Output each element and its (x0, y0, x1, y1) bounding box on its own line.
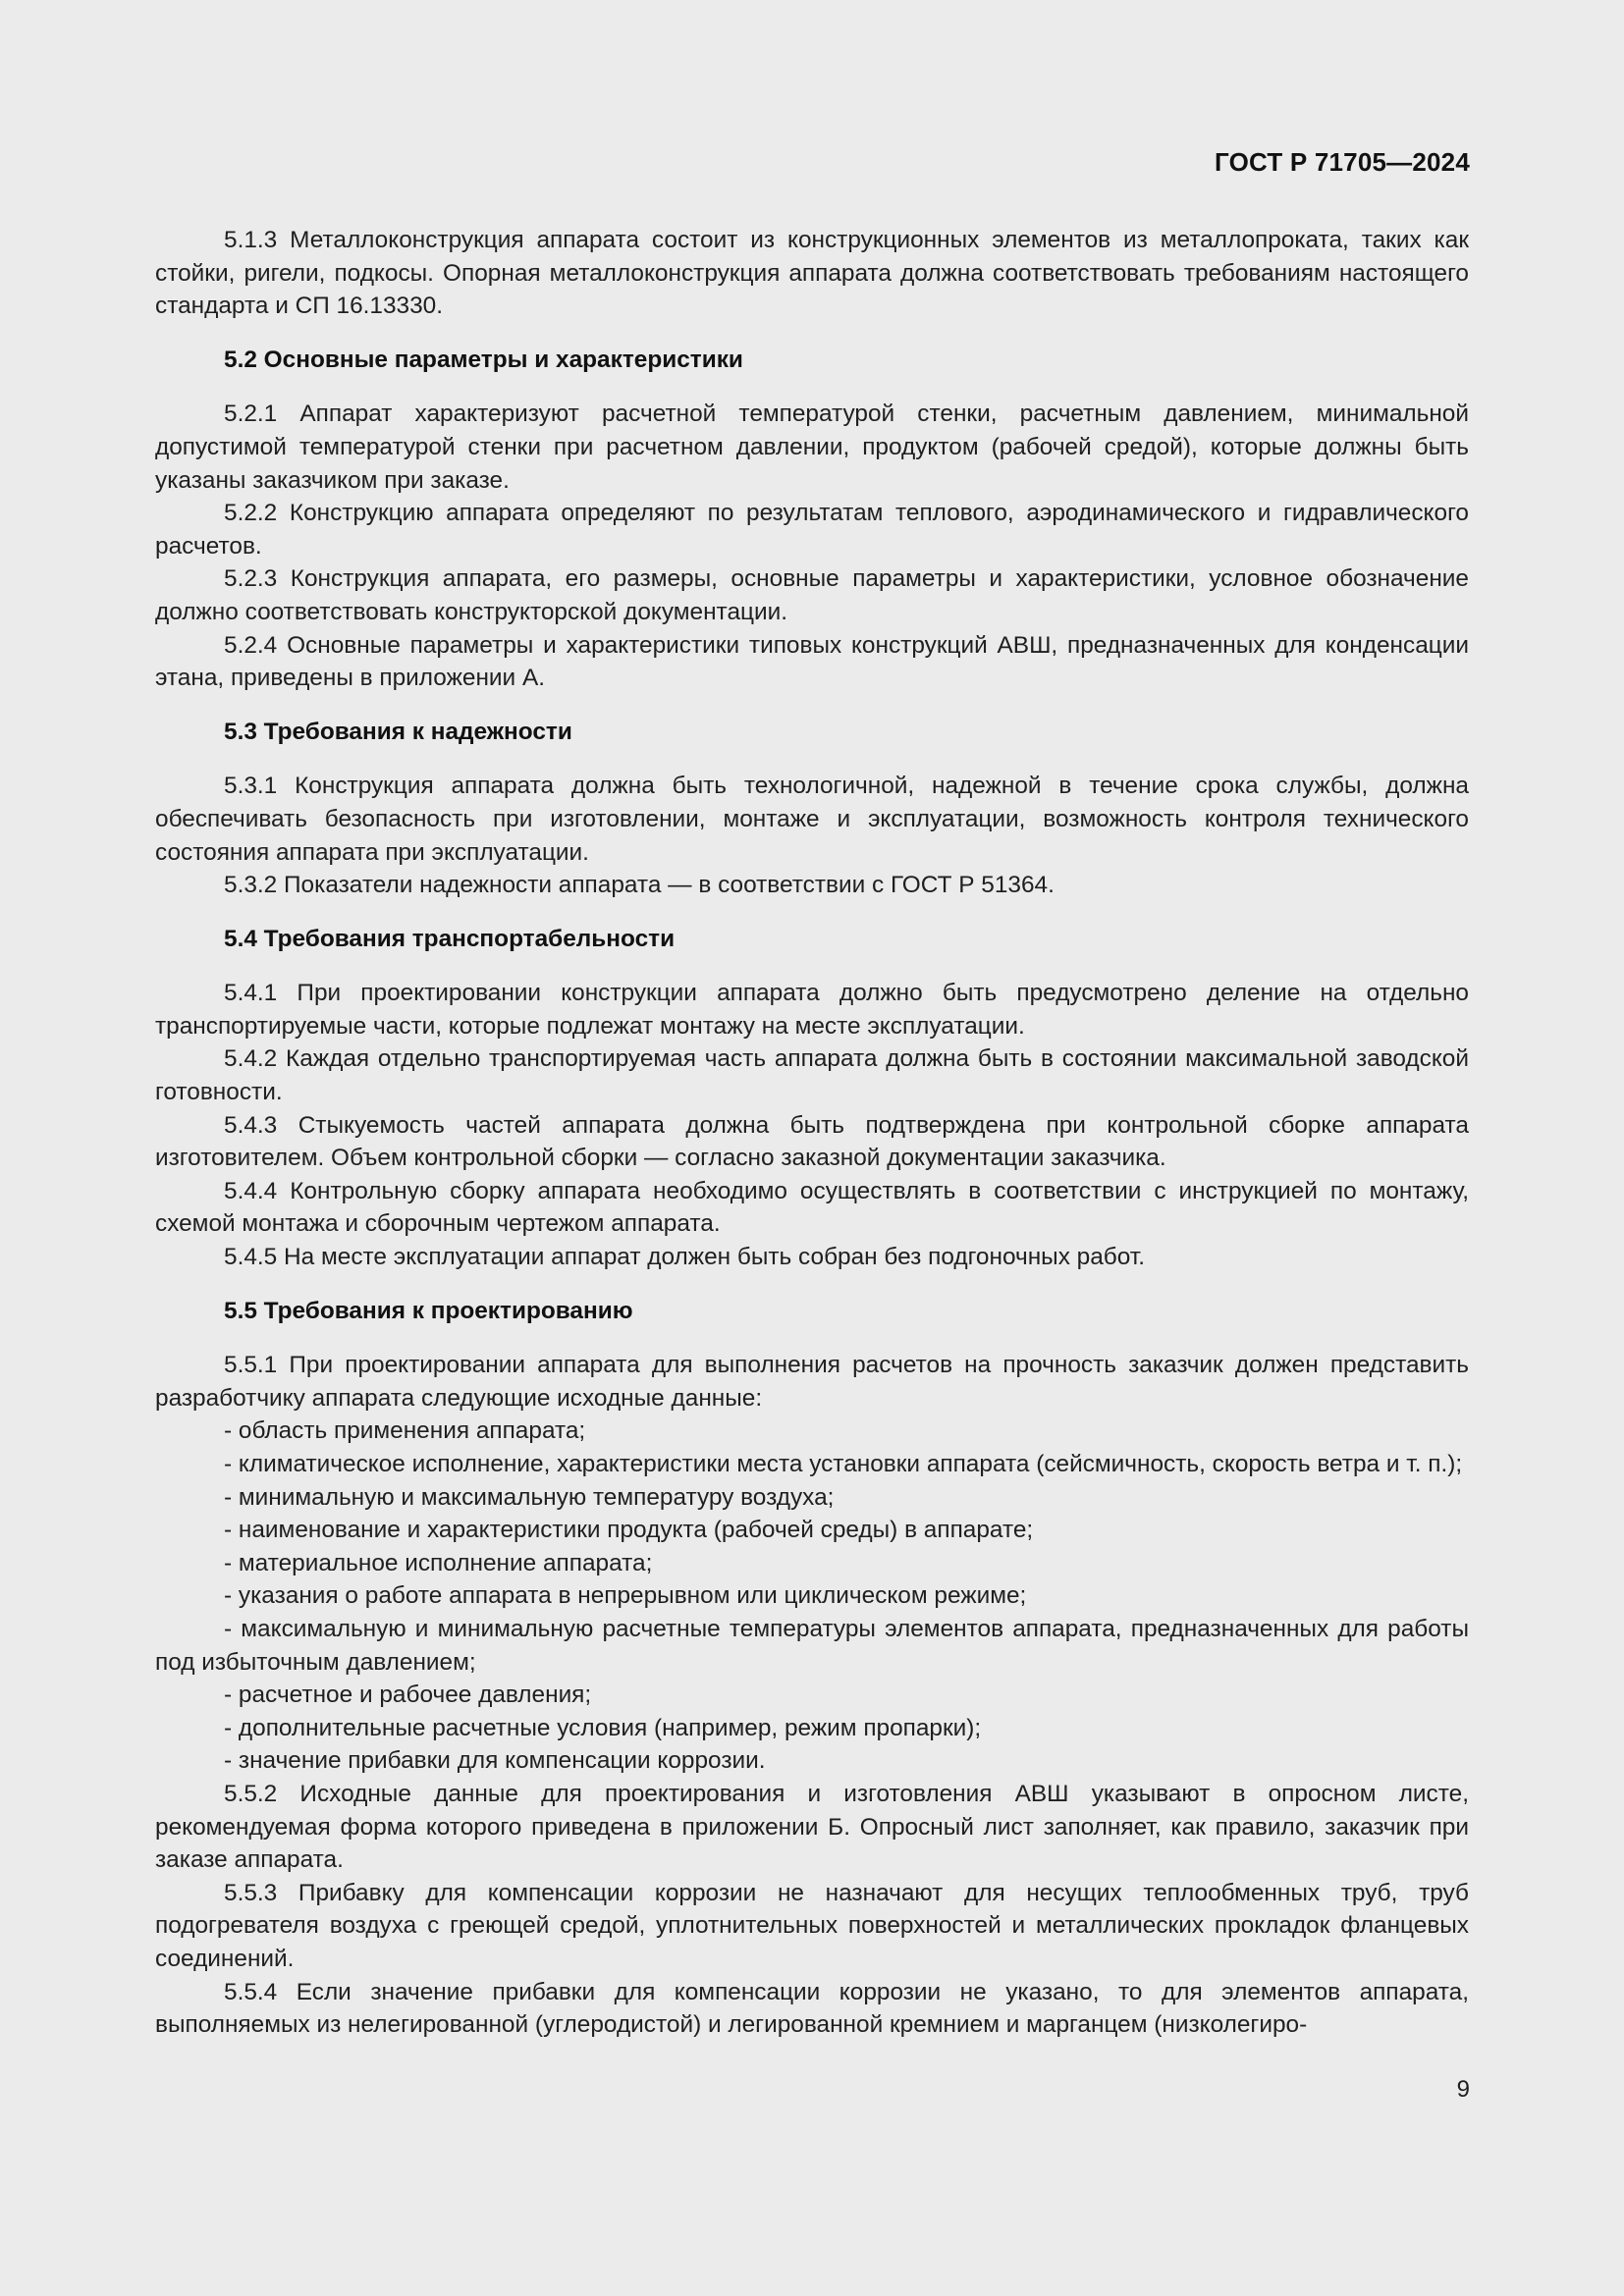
paragraph: 5.5.2 Исходные данные для проектирования и изготовления АВШ указывают в опросном листе, рекомендуемая форма которого приведена в приложении Б. Опросный лист заполняет, как правило, заказчик при заказе аппарата. (155, 1780, 1469, 1874)
document-body (155, 224, 1469, 2042)
paragraph: 5.1.3 Металлоконструкция аппарата состоит из конструкционных элементов из металлопроката, таких как стойки, ригели, подкосы. Опорная металлоконструкция аппарата должна соответствовать требованиям настоящего стандарта и СП 16.13330. (155, 227, 1469, 320)
paragraph: 5.5.3 Прибавку для компенсации коррозии не назначают для несущих теплообменных труб, труб подогревателя воздуха с греющей средой, уплотнительных поверхностей и металлических прокладок фланцевых соединений. (155, 1879, 1469, 1972)
section-5-3 (155, 716, 1469, 902)
section-heading: 5.3 Требования к надежности (224, 718, 572, 745)
paragraph: 5.4.1 При проектировании конструкции аппарата должно быть предусмотрено деление на отдельно транспортируемые части, которые подлежат монтажу на месте эксплуатации. (155, 980, 1469, 1040)
list-item: - материальное исполнение аппарата; (224, 1549, 653, 1576)
section-heading: 5.2 Основные параметры и характеристики (224, 346, 743, 373)
list-item: - наименование и характеристики продукта (рабочей среды) в аппарате; (224, 1517, 1034, 1544)
list-item: - указания о работе аппарата в непрерывном или циклическом режиме; (224, 1582, 1027, 1610)
section-5-2 (155, 344, 1469, 695)
page-number: 9 (1456, 2076, 1470, 2103)
list-item: - область применения аппарата; (224, 1417, 586, 1445)
paragraph: 5.5.1 При проектировании аппарата для выполнения расчетов на прочность заказчик должен представить разработчику аппарата следующие исходные данные: (155, 1352, 1469, 1412)
section-5-4 (155, 923, 1469, 1274)
list-item: - дополнительные расчетные условия (например, режим пропарки); (224, 1714, 982, 1741)
section-heading: 5.4 Требования транспортабельности (224, 925, 676, 952)
document-code: ГОСТ Р 71705—2024 (1215, 147, 1470, 177)
paragraph: 5.4.2 Каждая отдельно транспортируемая часть аппарата должна быть в состоянии максимальной заводской готовности. (155, 1045, 1469, 1106)
list-item: - максимальную и минимальную расчетные температуры элементов аппарата, предназначенных для работы под избыточным давлением; (155, 1615, 1469, 1676)
list-item: - климатическое исполнение, характеристики места установки аппарата (сейсмичность, скорость ветра и т. п.); (224, 1451, 1463, 1477)
section-heading: 5.5 Требования к проектированию (224, 1297, 633, 1324)
paragraph: 5.4.4 Контрольную сборку аппарата необходимо осуществлять в соответствии с инструкцией по монтажу, схемой монтажа и сборочным чертежом аппарата. (155, 1177, 1469, 1238)
list-item: - минимальную и максимальную температуру воздуха; (224, 1483, 835, 1511)
section-5-5 (155, 1295, 1469, 2042)
paragraph: 5.3.2 Показатели надежности аппарата — в соответствии с ГОСТ Р 51364. (224, 872, 1055, 899)
section-5-1-3 (155, 224, 1469, 323)
list-item: - значение прибавки для компенсации коррозии. (224, 1747, 766, 1775)
paragraph: 5.2.3 Конструкция аппарата, его размеры, основные параметры и характеристики, условное обозначение должно соответствовать конструкторской документации. (155, 565, 1469, 625)
paragraph: 5.2.4 Основные параметры и характеристики типовых конструкций АВШ, предназначенных для конденсации этана, приведены в приложении А. (155, 631, 1469, 692)
paragraph: 5.3.1 Конструкция аппарата должна быть технологичной, надежной в течение срока службы, должна обеспечивать безопасность при изготовлении, монтаже и эксплуатации, возможность контроля технического состояния аппарата при эксплуатации. (155, 773, 1469, 866)
paragraph: 5.4.5 На месте эксплуатации аппарат должен быть собран без подгоночных работ. (224, 1244, 1146, 1271)
paragraph: 5.4.3 Стыкуемость частей аппарата должна быть подтверждена при контрольной сборке аппарата изготовителем. Объем контрольной сборки — согласно заказной документации заказчика. (155, 1111, 1469, 1172)
list-item: - расчетное и рабочее давления; (224, 1682, 592, 1709)
paragraph: 5.5.4 Если значение прибавки для компенсации коррозии не указано, то для элементов аппарата, выполняемых из нелегированной (углеродистой) и легированной кремнием и марганцем (низколегиро- (155, 1978, 1469, 2039)
paragraph: 5.2.2 Конструкцию аппарата определяют по результатам теплового, аэродинамического и гидравлического расчетов. (155, 500, 1469, 560)
paragraph: 5.2.1 Аппарат характеризуют расчетной температурой стенки, расчетным давлением, минимальной допустимой температурой стенки при расчетном давлении, продуктом (рабочей средой), которые должны быть указаны заказчиком при заказе. (155, 400, 1469, 494)
